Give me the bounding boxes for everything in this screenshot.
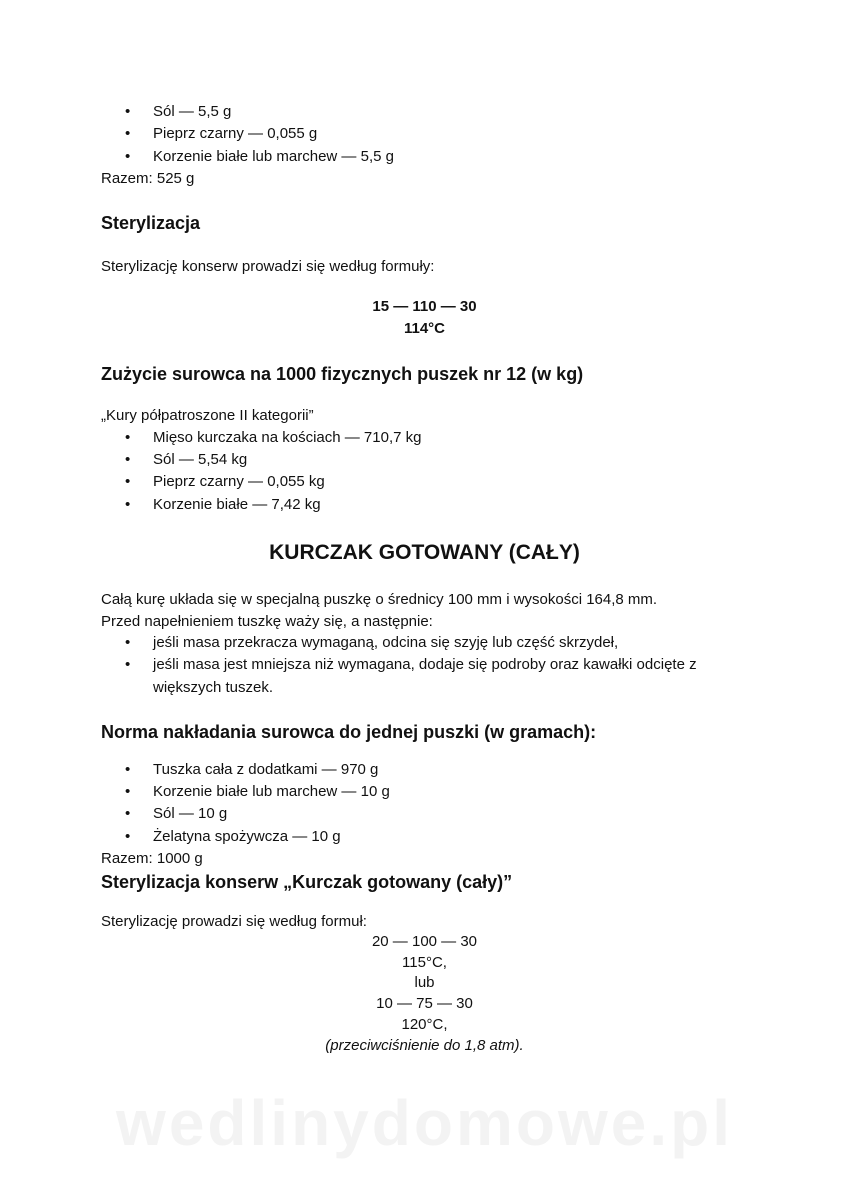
- paragraph: Całą kurę układa się w specjalną puszkę o średnicy 100 mm i wysokości 164,8 mm.: [101, 591, 658, 608]
- formula-or: lub: [414, 974, 435, 991]
- section-heading: Sterylizacja konserw „Kurczak gotowany (cały)”: [101, 872, 513, 892]
- total-line: Razem: 1000 g: [101, 850, 203, 867]
- document-page: Sól — 5,5 g Pieprz czarny — 0,055 g Korzenie białe lub marchew — 5,5 g Razem: 525 g Sterylizacja Sterylizację konserw prowadzi się według formuły: 15 — 110 — 30 114°C Zużycie surowca na 1000 fizycznych puszek nr 12 (w kg) „Kury półpatroszone II kategorii” Mięso kurczaka na kościach — 710,7 kg Sól — 5,54 kg Pieprz czarny — 0,055 kg Korzenie białe — 7,42 kg KURCZAK GOTOWANY (CAŁY) Całą kurę układa się w specjalną puszkę o średnicy 100 mm i wysokości 164,8 mm. Przed napełnieniem tuszkę waży się, a następnie: jeśli masa przekracza wymaganą, odcina się szyję lub część skrzydeł, jeśli masa jest mniejsza niż wymagana, dodaje się podroby oraz kawałki odcięte z większych tuszek. Norma nakładania surowca do jednej puszki (w gramach): Tuszka cała z dodatkami — 970 g Korzenie białe lub marchew — 10 g Sól — 10 g Żelatyna spożywcza — 10 g Razem: 1000 g Sterylizacja konserw „Kurczak gotowany (cały)” Sterylizację prowadzi się według formuł: 20 — 100 — 30 115°C, lub 10 — 75 — 30 120°C, (przeciwciśnienie do 1,8 atm). wedlinydomowe.pl: [0, 0, 849, 1200]
- total-line: Razem: 525 g: [101, 170, 195, 187]
- formula-note: (przeciwciśnienie do 1,8 atm).: [325, 1037, 524, 1054]
- formula: 10 — 75 — 30: [376, 995, 473, 1012]
- section-heading: Sterylizacja: [101, 213, 201, 233]
- formula: 20 — 100 — 30: [371, 933, 478, 950]
- formula-temperature: 115°C,: [402, 954, 447, 971]
- formula: 15 — 110 — 30: [372, 298, 477, 315]
- paragraph: Przed napełnieniem tuszkę waży się, a następnie:: [101, 613, 433, 630]
- page-title: KURCZAK GOTOWANY (CAŁY): [269, 541, 580, 564]
- list-item-continuation: większych tuszek.: [153, 679, 274, 696]
- paragraph: Sterylizację prowadzi się według formuł:: [101, 913, 367, 930]
- paragraph: „Kury półpatroszone II kategorii”: [101, 407, 314, 424]
- section-heading: Norma nakładania surowca do jednej puszki (w gramach):: [101, 722, 597, 742]
- formula-temperature: 114°C: [403, 320, 446, 337]
- paragraph: Sterylizację konserw prowadzi się według formuły:: [101, 258, 435, 275]
- watermark: wedlinydomowe.pl: [116, 1087, 733, 1159]
- formula-temperature: 120°C,: [401, 1016, 448, 1033]
- section-heading: Zużycie surowca na 1000 fizycznych puszek nr 12 (w kg): [101, 364, 584, 384]
